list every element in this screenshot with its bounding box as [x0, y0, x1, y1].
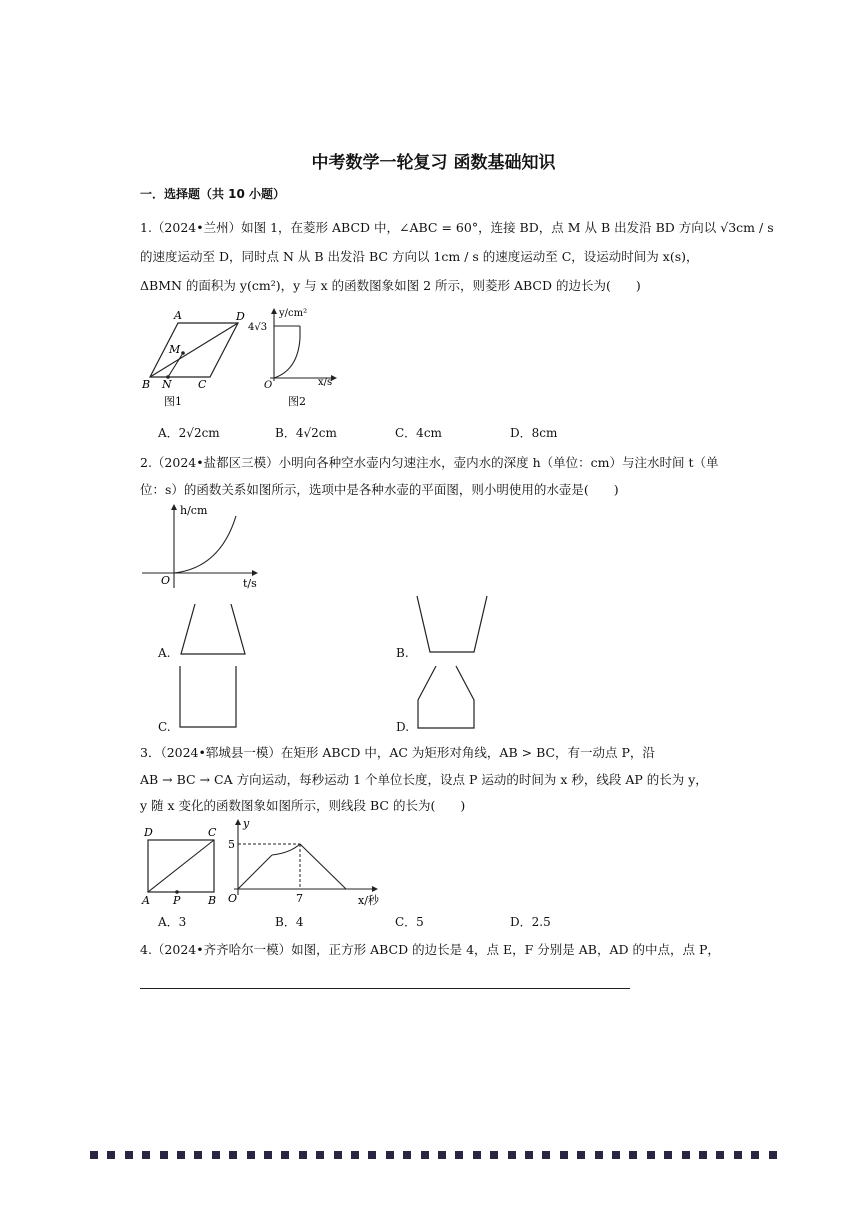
q1-option-d[interactable]: D．8cm: [510, 426, 558, 440]
footer-dot: [125, 1151, 133, 1159]
footer-dot: [455, 1151, 463, 1159]
footer-dot: [508, 1151, 516, 1159]
footer-dot: [647, 1151, 655, 1159]
q2-kettle-d: [412, 662, 484, 732]
footer-dot: [699, 1151, 707, 1159]
q2-option-a[interactable]: A.: [158, 646, 171, 660]
q3-figures: [140, 815, 390, 910]
q3-x-axis-label: x/秒: [358, 894, 379, 907]
fig1-label-n: N: [162, 378, 172, 391]
q3-option-d[interactable]: D．2.5: [510, 915, 551, 929]
footer-dot: [316, 1151, 324, 1159]
footer-dot: [525, 1151, 533, 1159]
fig2-y-axis-label: y/cm²: [279, 308, 308, 319]
q4-line-1: 4.（2024•齐齐哈尔一模）如图，正方形 ABCD 的边长是 4，点 E，F 分别是 AB，AD 的中点，点 P，: [140, 942, 720, 957]
fig1-label-b: B: [142, 378, 151, 391]
q2-y-axis-label: h/cm: [180, 504, 208, 517]
q3-graph: [228, 817, 380, 907]
q2-line-1: 2.（2024•盐都区三模）小明向各种空水壶内匀速注水，壶内水的深度 h（单位：cm）与注水时间 t（单: [140, 455, 719, 470]
q1-option-b[interactable]: B．4√2cm: [275, 426, 337, 440]
q3-x-value: 7: [296, 892, 303, 905]
fig2-origin: O: [264, 380, 273, 391]
fig1-label-m: M: [169, 343, 181, 356]
q3-label-b: B: [208, 894, 217, 907]
q1-option-c[interactable]: C．4cm: [395, 426, 442, 440]
q3-y-value: 5: [228, 838, 235, 851]
footer-dot: [542, 1151, 550, 1159]
footer-dot: [769, 1151, 777, 1159]
q2-kettle-a: [175, 600, 255, 660]
footer-dot: [438, 1151, 446, 1159]
fig2-caption: 图2: [288, 395, 306, 408]
footer-dot: [229, 1151, 237, 1159]
footer-dot: [299, 1151, 307, 1159]
page-title: 中考数学一轮复习 函数基础知识: [311, 153, 556, 173]
q2-kettle-b: [412, 592, 492, 656]
q2-option-c[interactable]: C.: [158, 720, 171, 734]
fig1-label-d: D: [236, 310, 245, 323]
q3-label-c: C: [208, 826, 217, 839]
q1-line-2: 的速度运动至 D，同时点 N 从 B 出发沿 BC 方向以 1cm / s 的速度运动至 C，设运动时间为 x(s)，: [140, 249, 699, 264]
fig2-y-value: 4√3: [248, 322, 268, 333]
q1-line-3: ΔBMN 的面积为 y(cm²)，y 与 x 的函数图象如图 2 所示，则菱形 ABCD 的边长为( ): [140, 278, 641, 293]
footer-dot: [160, 1151, 168, 1159]
footer-dot: [577, 1151, 585, 1159]
q3-line-3: y 随 x 变化的函数图象如图所示，则线段 BC 的长为( ): [140, 798, 466, 813]
footer-dot: [264, 1151, 272, 1159]
footer-dot: [351, 1151, 359, 1159]
q3-line-2: AB → BC → CA 方向运动，每秒运动 1 个单位长度，设点 P 运动的时间为 x 秒，线段 AP 的长为 y，: [140, 772, 708, 787]
q2-option-d[interactable]: D.: [396, 720, 410, 734]
q3-label-a: A: [142, 894, 150, 907]
fig1-label-a: A: [174, 309, 182, 322]
footer-dot-border: [90, 1151, 780, 1161]
footer-dot: [247, 1151, 255, 1159]
footer-dot: [177, 1151, 185, 1159]
footer-dot: [612, 1151, 620, 1159]
q2-kettle-c: [172, 664, 244, 730]
footer-dot: [490, 1151, 498, 1159]
footer-dot: [716, 1151, 724, 1159]
footer-dot: [142, 1151, 150, 1159]
footer-dot: [734, 1151, 742, 1159]
q2-line-2: 位：s）的函数关系如图所示，选项中是各种水壶的平面图，则小明使用的水壶是( ): [140, 482, 619, 497]
footer-dot: [751, 1151, 759, 1159]
page-divider: [140, 988, 630, 989]
footer-dot: [212, 1151, 220, 1159]
q2-graph: [140, 500, 270, 592]
footer-dot: [403, 1151, 411, 1159]
footer-dot: [629, 1151, 637, 1159]
q3-label-d: D: [144, 826, 153, 839]
footer-dot: [421, 1151, 429, 1159]
fig1-caption: 图1: [164, 395, 182, 408]
footer-dot: [90, 1151, 98, 1159]
footer-dot: [281, 1151, 289, 1159]
q2-origin: O: [161, 574, 171, 587]
q3-label-p: P: [173, 894, 181, 907]
fig1-label-c: C: [198, 378, 207, 391]
footer-dot: [664, 1151, 672, 1159]
q3-option-a[interactable]: A．3: [158, 915, 187, 929]
q2-x-axis-label: t/s: [243, 577, 257, 590]
q1-option-a[interactable]: A．2√2cm: [158, 426, 220, 440]
footer-dot: [682, 1151, 690, 1159]
footer-dot: [107, 1151, 115, 1159]
q1-figure-1-rhombus: [141, 309, 245, 408]
footer-dot: [368, 1151, 376, 1159]
q1-line-1: 1.（2024•兰州）如图 1，在菱形 ABCD 中，∠ABC = 60°，连接 BD，点 M 从 B 出发沿 BD 方向以 √3cm / s: [140, 220, 774, 235]
footer-dot: [194, 1151, 202, 1159]
q1-figures: [138, 305, 378, 410]
section-heading: 一．选择题（共 10 小题）: [140, 187, 286, 201]
q3-rectangle-figure: [141, 826, 217, 907]
q1-figure-2-graph: [248, 308, 337, 408]
q3-option-b[interactable]: B．4: [275, 915, 304, 929]
q3-origin: O: [228, 892, 238, 905]
footer-dot: [386, 1151, 394, 1159]
footer-dot: [595, 1151, 603, 1159]
q3-y-axis-label: y: [243, 817, 250, 830]
footer-dot: [560, 1151, 568, 1159]
footer-dot: [334, 1151, 342, 1159]
q3-option-c[interactable]: C．5: [395, 915, 424, 929]
fig2-x-axis-label: x/s: [318, 377, 333, 388]
footer-dot: [473, 1151, 481, 1159]
q2-option-b[interactable]: B.: [396, 646, 409, 660]
q3-line-1: 3．（2024•郓城县一模）在矩形 ABCD 中，AC 为矩形对角线，AB > BC，有一动点 P，沿: [140, 745, 655, 760]
